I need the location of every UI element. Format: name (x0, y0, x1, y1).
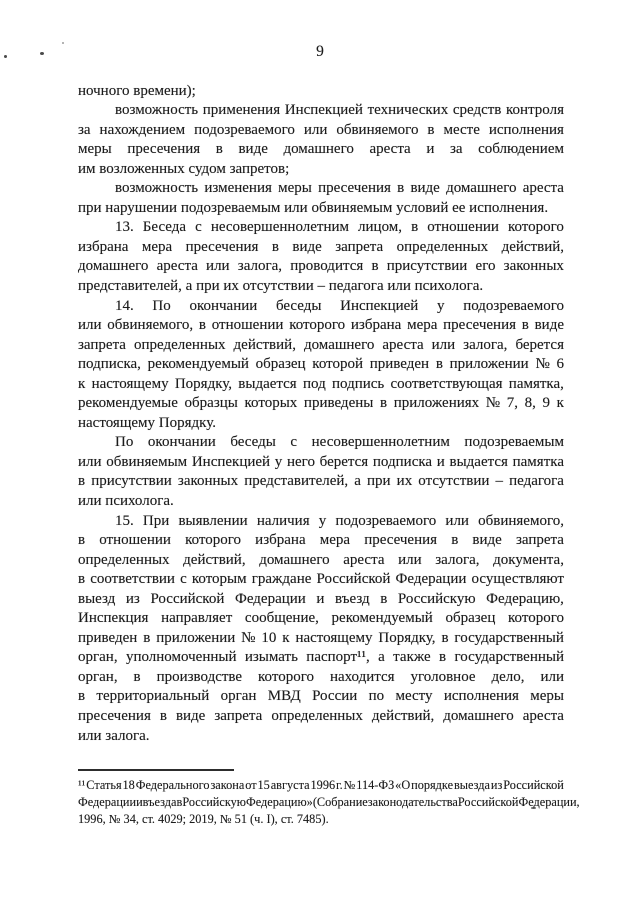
text-line: рекомендуемые образцы которых приведены в приложениях № 7, 8, 9 к (78, 395, 564, 412)
text-line: 15. При выявлении наличия у подозреваемого или обвиняемого, (115, 512, 564, 529)
text-line: в отношении которого избрана мера пресечения в виде запрета (78, 532, 564, 549)
footnote-line: ¹¹ Статья 18 Федерального закона от 15 августа 1996 г. № 114-ФЗ «О порядке выезда из Российской (78, 778, 564, 792)
text-line: Инспекция направляет сообщение, рекомендуемый образец которого (78, 610, 564, 627)
text-line: 14. По окончании беседы Инспекцией у подозреваемого (115, 297, 564, 314)
text-line: или обвиняемым Инспекцией у него берется подписка и выдается памятка (78, 453, 564, 470)
text-line: выезд из Российской Федерации и въезд в Российскую Федерацию, (78, 590, 564, 607)
text-line: определенных действий, домашнего ареста или залога, документа, (78, 551, 564, 568)
document-body (78, 82, 564, 747)
text-line: домашнего ареста или залога, проводится в присутствии его законных (78, 258, 564, 275)
text-line: орган, уполномоченный изымать паспорт¹¹, а также в государственный (78, 649, 564, 666)
text-line: настоящему Порядку. (78, 414, 216, 431)
text-line: в соответствии с которым граждане Российской Федерации осуществляют (78, 571, 564, 588)
footnote-separator-rule (78, 769, 234, 771)
footnote-line: 1996, № 34, ст. 4029; 2019, № 51 (ч. I), ст. 7485). (78, 811, 329, 826)
footnote-section (78, 769, 580, 827)
text-line: в присутствии законных представителей, а при их отсутствии – педагога (78, 473, 564, 490)
text-line: пресечения в виде запрета определенных действий, домашнего ареста (78, 708, 564, 724)
text-line: или психолога. (78, 492, 174, 509)
text-line: ночного времени); (78, 82, 196, 99)
text-line: запрета определенных действий, домашнего ареста или залога, берется (78, 336, 564, 353)
text-line: 13. Беседа с несовершеннолетним лицом, в отношении которого (115, 219, 564, 236)
text-line: меры пресечения в виде домашнего ареста и за соблюдением (78, 141, 564, 158)
text-line: за нахождением подозреваемого или обвиняемого в месте исполнения (78, 121, 564, 138)
text-line: или обвиняемого, в отношении которого избрана мера пресечения в виде (78, 317, 564, 334)
text-line: в территориальный орган МВД России по месту исполнения меры (78, 688, 564, 705)
text-line: приведен в приложении № 10 к настоящему Порядку, в государственный (78, 629, 564, 646)
text-line: или залога. (78, 727, 150, 744)
page-number: 9 (316, 43, 324, 60)
text-line: им возложенных судом запретов; (78, 160, 290, 177)
text-line: к настоящему Порядку, выдается под подпись соответствующая памятка, (78, 375, 564, 392)
text-line: при нарушении подозреваемым или обвиняемым условий ее исполнения. (78, 199, 549, 216)
text-line: орган, в производстве которого находится уголовное дело, или (78, 668, 564, 685)
text-line: По окончании беседы с несовершеннолетним подозреваемым (115, 434, 564, 451)
text-line: возможность изменения меры пресечения в виде домашнего ареста (115, 180, 564, 197)
footnote-body (78, 777, 580, 827)
text-line: возможность применения Инспекцией технических средств контроля (115, 102, 564, 119)
text-line: подписка, рекомендуемый образец которой приведен в приложении № 6 (78, 356, 564, 373)
footnote-line: Федерации и въезда в Российскую Федерацию» (Собрание законодательства Российской Федерации, (78, 794, 580, 809)
text-line: избрана мера пресечения в виде запрета определенных действий, (78, 238, 564, 255)
text-line: представителей, а при их отсутствии – педагога или психолога. (78, 277, 484, 294)
